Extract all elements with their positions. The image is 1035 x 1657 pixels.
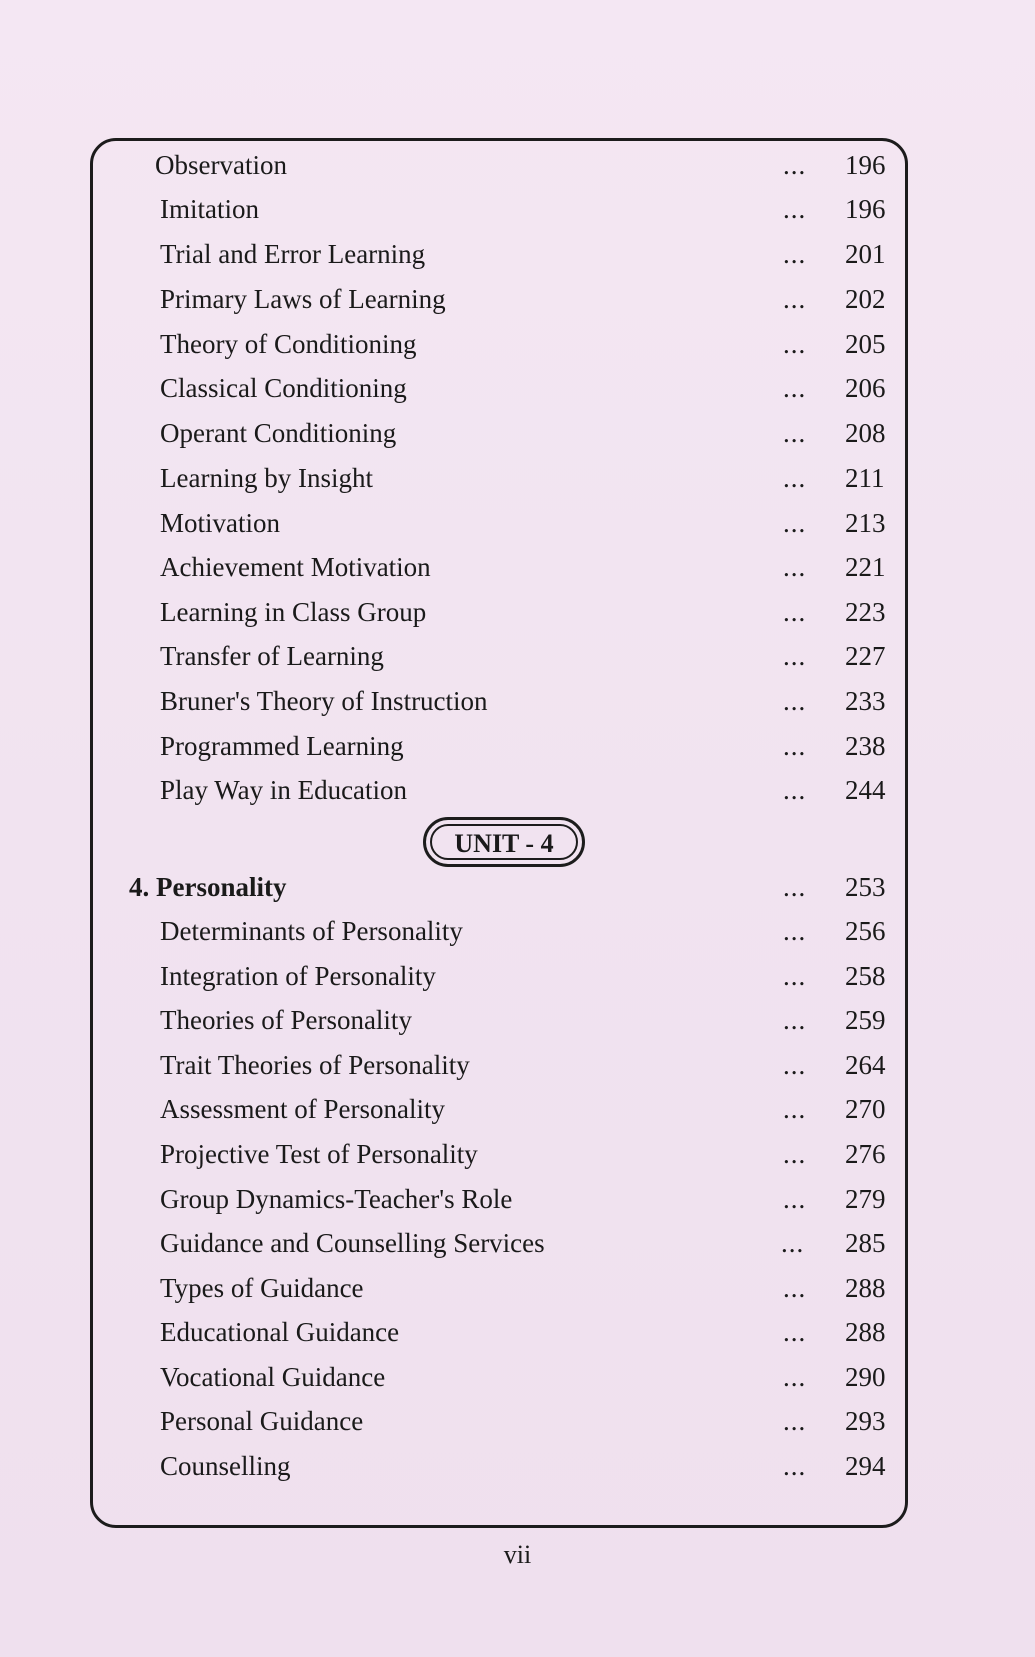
toc-entry-title: Observation	[155, 150, 287, 180]
toc-entry-title: Determinants of Personality	[160, 916, 463, 946]
toc-entry-title: Bruner's Theory of Instruction	[160, 686, 488, 716]
toc-entry	[93, 998, 905, 1042]
toc-entry-page: 279	[845, 1184, 886, 1214]
toc-entry-title: Theories of Personality	[160, 1005, 412, 1035]
toc-entry-leader: ...	[783, 1139, 807, 1169]
toc-entry-page: 196	[845, 194, 886, 224]
toc-entry-title: Group Dynamics-Teacher's Role	[160, 1184, 513, 1214]
toc-entry-page: 211	[845, 463, 885, 493]
toc-entry-leader: ...	[783, 1273, 807, 1303]
toc-entry-title: Counselling	[160, 1451, 291, 1481]
toc-entry	[93, 1444, 905, 1488]
toc-entry-leader: ...	[783, 1050, 807, 1080]
toc-entry-title: Integration of Personality	[160, 961, 436, 991]
toc-entry	[93, 1221, 905, 1265]
toc-entry-title: Assessment of Personality	[160, 1094, 445, 1124]
toc-entry	[93, 768, 905, 812]
toc-entry-leader: ...	[783, 1094, 807, 1124]
toc-entry	[93, 724, 905, 768]
toc-entry-page: 196	[845, 150, 886, 180]
toc-entry-leader: ...	[783, 641, 807, 671]
toc-entry-page: 253	[845, 872, 886, 902]
toc-entry-title: Theory of Conditioning	[160, 329, 417, 359]
toc-entry-leader: ...	[783, 508, 807, 538]
toc-entry	[93, 366, 905, 410]
toc-entry-page: 208	[845, 418, 886, 448]
toc-entry-title: Achievement Motivation	[160, 552, 431, 582]
toc-entry-page: 202	[845, 284, 886, 314]
toc-entry-title: Trait Theories of Personality	[160, 1050, 470, 1080]
toc-entry	[93, 322, 905, 366]
toc-entry	[93, 232, 905, 276]
toc-entry	[93, 143, 905, 187]
toc-entry-page: 288	[845, 1317, 886, 1347]
toc-entry-title: Primary Laws of Learning	[160, 284, 446, 314]
toc-entry-title: Operant Conditioning	[160, 418, 397, 448]
toc-entry	[93, 277, 905, 321]
toc-entry-title: Educational Guidance	[160, 1317, 400, 1347]
toc-entry-leader: ...	[783, 1362, 807, 1392]
toc-entry-title: Types of Guidance	[160, 1273, 364, 1303]
toc-entry-leader: ...	[783, 1406, 807, 1436]
toc-entry-leader: ...	[783, 872, 807, 902]
toc-entry-leader: ...	[783, 239, 807, 269]
toc-entry-leader: ...	[783, 916, 807, 946]
toc-entry-leader: ...	[783, 373, 807, 403]
toc-entry-title: Learning in Class Group	[160, 597, 427, 627]
toc-entry-page: 206	[845, 373, 886, 403]
toc-entry-leader: ...	[783, 1451, 807, 1481]
toc-entry-page: 290	[845, 1362, 886, 1392]
toc-entry-leader: ...	[783, 418, 807, 448]
toc-entry	[93, 1310, 905, 1354]
toc-entry-leader: ...	[783, 731, 807, 761]
toc-entry-page: 288	[845, 1273, 886, 1303]
toc-entry	[93, 1399, 905, 1443]
toc-entry	[93, 909, 905, 953]
table-of-contents-box	[90, 138, 908, 1528]
toc-entry-leader: ...	[783, 463, 807, 493]
toc-entry-title: Imitation	[160, 194, 259, 224]
toc-entry-title: Vocational Guidance	[160, 1362, 386, 1392]
toc-entry-page: 238	[845, 731, 886, 761]
toc-entry	[93, 954, 905, 998]
toc-entry-title: Transfer of Learning	[160, 641, 384, 671]
toc-entry-title: Trial and Error Learning	[160, 239, 426, 269]
toc-entry-page: 256	[845, 916, 886, 946]
toc-entry	[93, 1132, 905, 1176]
toc-entry-title: Learning by Insight	[160, 463, 373, 493]
toc-entry-page: 276	[845, 1139, 886, 1169]
toc-entry-leader: ...	[783, 1005, 807, 1035]
toc-entry	[93, 411, 905, 455]
toc-entry-leader: ...	[783, 775, 807, 805]
toc-entry-page: 294	[845, 1451, 886, 1481]
toc-entry	[93, 590, 905, 634]
toc-entry-page: 270	[845, 1094, 886, 1124]
toc-entry-title: Play Way in Education	[160, 775, 408, 805]
toc-entry-title: Personal Guidance	[160, 1406, 364, 1436]
toc-entry-page: 223	[845, 597, 886, 627]
toc-entry-leader: ...	[781, 1228, 805, 1258]
toc-entry-page: 264	[845, 1050, 886, 1080]
page-number: vii	[503, 1540, 532, 1569]
toc-entry-title: Guidance and Counselling Services	[160, 1228, 545, 1258]
toc-entry	[93, 545, 905, 589]
toc-entry	[93, 1266, 905, 1310]
toc-entry-page: 258	[845, 961, 886, 991]
toc-entry-leader: ...	[783, 194, 807, 224]
toc-entry	[93, 1355, 905, 1399]
toc-entry	[93, 456, 905, 500]
toc-entry-leader: ...	[783, 150, 807, 180]
toc-entry	[93, 679, 905, 723]
toc-entry-page: 201	[845, 239, 886, 269]
toc-entry-leader: ...	[783, 329, 807, 359]
toc-entry	[93, 187, 905, 231]
toc-entry	[93, 501, 905, 545]
toc-entry-leader: ...	[783, 597, 807, 627]
toc-entry-page: 285	[845, 1228, 886, 1258]
toc-entry	[93, 1177, 905, 1221]
toc-entry-page: 205	[845, 329, 886, 359]
toc-entry-page: 293	[845, 1406, 886, 1436]
toc-entry	[93, 1087, 905, 1131]
toc-entry-title: Programmed Learning	[160, 731, 404, 761]
toc-entry-title: Projective Test of Personality	[160, 1139, 478, 1169]
unit-heading-badge	[423, 817, 585, 867]
toc-entry-page: 259	[845, 1005, 886, 1035]
toc-entry-leader: ...	[783, 284, 807, 314]
toc-entry-page: 221	[845, 552, 886, 582]
toc-entry-leader: ...	[783, 961, 807, 991]
toc-entry-page: 233	[845, 686, 886, 716]
toc-chapter-title: 4. Personality	[129, 872, 287, 902]
toc-entry	[93, 634, 905, 678]
unit-heading-label: UNIT - 4	[430, 824, 578, 860]
toc-entry-page: 244	[845, 775, 886, 805]
toc-chapter-heading	[93, 865, 905, 909]
toc-entry-leader: ...	[783, 686, 807, 716]
toc-entry-leader: ...	[783, 1317, 807, 1347]
toc-entry-page: 227	[845, 641, 886, 671]
toc-entry-page: 213	[845, 508, 886, 538]
toc-entry-title: Classical Conditioning	[160, 373, 407, 403]
toc-entry-leader: ...	[783, 552, 807, 582]
toc-entry	[93, 1043, 905, 1087]
toc-entry-leader: ...	[783, 1184, 807, 1214]
toc-entry-title: Motivation	[160, 508, 280, 538]
